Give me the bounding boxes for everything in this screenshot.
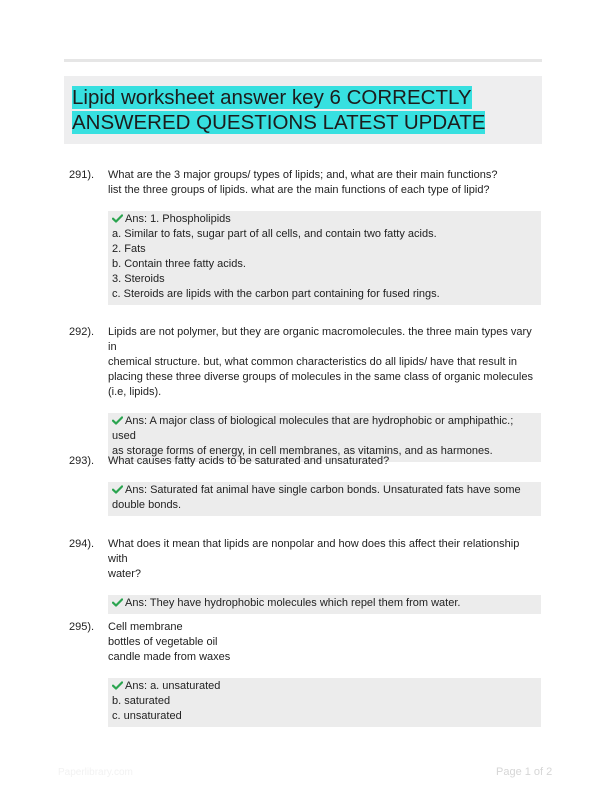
answer-text: a. Similar to fats, sugar part of all cells, and contain two fatty acids. 2. Fats b. Contain three fatty acids. 3. Steroids c. Steroids are lipids with the carbon part containing for fused rings. — [112, 228, 440, 300]
answer-first-line: Ans: They have hydrophobic molecules which repel them from water. — [125, 597, 461, 609]
answer-first-line: Ans: Saturated fat animal have single carbon bonds. Unsaturated fats have some — [125, 484, 521, 496]
question-292 — [69, 325, 541, 462]
title-line-2: ANSWERED QUESTIONS LATEST UPDATE — [72, 111, 486, 134]
question-291 — [69, 168, 541, 305]
question-text: What causes fatty acids to be saturated and unsaturated? — [108, 455, 390, 467]
answer-first-line: Ans: 1. Phospholipids — [125, 213, 231, 225]
answer-first-line: Ans: A major class of biological molecules that are hydrophobic or amphipathic.; used — [112, 415, 514, 442]
answer-text: b. saturated c. unsaturated — [112, 695, 182, 722]
answer-box — [108, 482, 541, 516]
question-text: What are the 3 major groups/ types of lipids; and, what are their main functions? list the three groups of lipids. what are the main functions of each type of lipid? — [108, 169, 498, 196]
answer-box — [108, 595, 541, 614]
question-number: 294). — [69, 538, 95, 550]
check-icon — [112, 681, 123, 690]
question-number: 291). — [69, 169, 95, 181]
answer-box — [108, 211, 541, 305]
title-banner — [64, 76, 542, 144]
question-number: 293). — [69, 455, 95, 467]
question-text: Lipids are not polymer, but they are organic macromolecules. the three main types vary in chemical structure. but, what common characteristics do all lipids/ have that result in placing these three diverse groups of molecules in the same class of organic molecules (i.e, lipids). — [108, 326, 533, 398]
check-icon — [112, 598, 123, 607]
answer-text: double bonds. — [112, 499, 182, 511]
page-number: Page 1 of 2 — [496, 766, 553, 778]
question-number: 295). — [69, 621, 95, 633]
question-293 — [69, 454, 541, 516]
answer-text: as storage forms of energy, in cell membranes, as vitamins, and as harmones. — [112, 445, 493, 457]
title-line-1: Lipid worksheet answer key 6 CORRECTLY — [72, 86, 472, 109]
footer-watermark: Paperlibrary.com — [58, 767, 133, 778]
question-294 — [69, 537, 541, 614]
check-icon — [112, 485, 123, 494]
question-295 — [69, 620, 541, 727]
question-text: What does it mean that lipids are nonpolar and how does this affect their relationship with water? — [108, 538, 520, 580]
top-divider — [64, 59, 542, 62]
page-title — [72, 85, 485, 135]
answer-box — [108, 678, 541, 727]
check-icon — [112, 214, 123, 223]
check-icon — [112, 416, 123, 425]
answer-first-line: Ans: a. unsaturated — [125, 680, 221, 692]
question-number: 292). — [69, 326, 95, 338]
question-text: Cell membrane bottles of vegetable oil candle made from waxes — [108, 621, 231, 663]
